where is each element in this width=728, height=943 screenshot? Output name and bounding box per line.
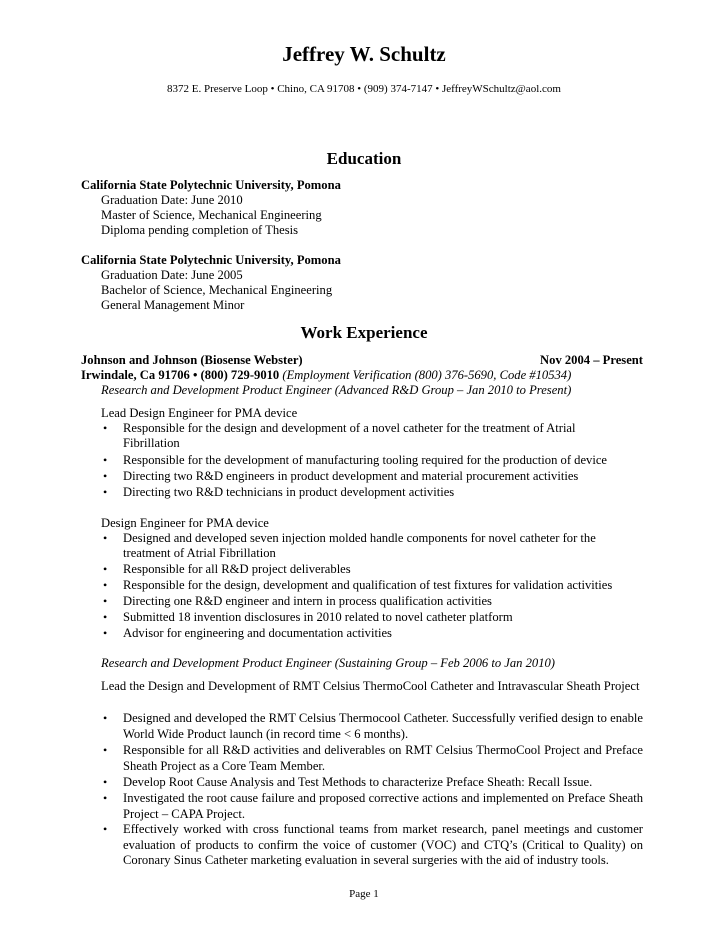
bullet-text: Effectively worked with cross functional teams from market research, panel meetings and customer evaluation of products to confirm the voice of customer (VOC) and CTQ’s (Critical to Quality) on Coronary Sinus Catheter marketing evaluation in several surgeries with the aid of industry tools. <box>123 822 643 868</box>
contact-line: 8372 E. Preserve Loop • Chino, CA 91708 • (909) 374-7147 • JeffreyWSchultz@aol.com <box>167 83 561 95</box>
candidate-name: Jeffrey W. Schultz <box>282 42 446 66</box>
bullet-text: Investigated the root cause failure and proposed corrective actions and implemented on Preface Sheath Project – CAPA Project. <box>123 791 643 821</box>
bullet-icon: • <box>103 791 108 805</box>
role-title: Research and Development Product Engineer (Advanced R&D Group – Jan 2010 to Present) <box>101 383 572 397</box>
bullet-text: Directing two R&D technicians in product development activities <box>123 485 455 499</box>
edu1-line: Master of Science, Mechanical Engineering <box>101 208 322 222</box>
role-title: Research and Development Product Engineer (Sustaining Group – Feb 2006 to Jan 2010) <box>101 656 555 670</box>
bullet-icon: • <box>103 562 108 576</box>
edu2-school: California State Polytechnic University, Pomona <box>81 253 341 267</box>
employment-verification: (Employment Verification (800) 376-5690, Code #10534) <box>282 368 572 382</box>
bullet-text: Submitted 18 invention disclosures in 2010 related to novel catheter platform <box>123 610 513 624</box>
employment-dates: Nov 2004 – Present <box>540 353 643 367</box>
bullet-text: Responsible for all R&D activities and deliverables on RMT Celsius ThermoCool Project and Preface Sheath Project as a Core Team Member. <box>123 743 643 773</box>
bullet-icon: • <box>103 421 108 435</box>
bullet-text: Develop Root Cause Analysis and Test Methods to characterize Preface Sheath: Recall Issue. <box>123 775 593 789</box>
edu2-line: Graduation Date: June 2005 <box>101 268 243 282</box>
bullet-text: treatment of Atrial Fibrillation <box>123 546 276 560</box>
bullet-icon: • <box>103 743 108 757</box>
bullet-text: Responsible for the development of manufacturing tooling required for the production of device <box>123 453 608 467</box>
bullet-text: Directing one R&D engineer and intern in process qualification activities <box>123 594 492 608</box>
bullet-text: Designed and developed seven injection molded handle components for novel catheter for the <box>123 531 596 545</box>
company-name: Johnson and Johnson (Biosense Webster) <box>81 353 303 367</box>
bullet-icon: • <box>103 610 108 624</box>
edu1-line: Graduation Date: June 2010 <box>101 193 243 207</box>
bullet-text: Advisor for engineering and documentation activities <box>123 626 392 640</box>
block-title: Design Engineer for PMA device <box>101 516 269 530</box>
page-number: Page 1 <box>349 888 379 900</box>
edu2-line: Bachelor of Science, Mechanical Engineering <box>101 283 333 297</box>
edu1-school: California State Polytechnic University, Pomona <box>81 178 341 192</box>
block-title: Lead Design Engineer for PMA device <box>101 406 298 420</box>
bullet-icon: • <box>103 578 108 592</box>
bullet-icon: • <box>103 485 108 499</box>
bullet-text: Fibrillation <box>123 436 180 450</box>
work-heading: Work Experience <box>300 323 428 342</box>
bullet-text: Responsible for the design, development and qualification of test fixtures for validation activities <box>123 578 613 592</box>
bullet-icon: • <box>103 469 108 483</box>
company-location: Irwindale, Ca 91706 • (800) 729-9010 <box>81 368 280 382</box>
education-heading: Education <box>326 149 402 168</box>
edu1-line: Diploma pending completion of Thesis <box>101 223 299 237</box>
edu2-line: General Management Minor <box>101 298 245 312</box>
bullet-text: Directing two R&D engineers in product development and material procurement activities <box>123 469 579 483</box>
company-location-line <box>81 368 571 383</box>
bullet-icon: • <box>103 711 108 725</box>
bullet-text: Responsible for all R&D project deliverables <box>123 562 351 576</box>
bullet-icon: • <box>103 453 108 467</box>
bullet-icon: • <box>103 531 108 545</box>
bullet-icon: • <box>103 775 108 789</box>
bullet-icon: • <box>103 822 108 836</box>
bullet-icon: • <box>103 626 108 640</box>
bullet-icon: • <box>103 594 108 608</box>
block-title: Lead the Design and Development of RMT Celsius ThermoCool Catheter and Intravascular Sheath Project <box>101 679 640 693</box>
bullet-text: Responsible for the design and development of a novel catheter for the treatment of Atrial <box>123 421 576 435</box>
bullet-text: Designed and developed the RMT Celsius Thermocool Catheter. Successfully verified design to enable World Wide Product launch (in record time < 6 months). <box>123 711 643 741</box>
